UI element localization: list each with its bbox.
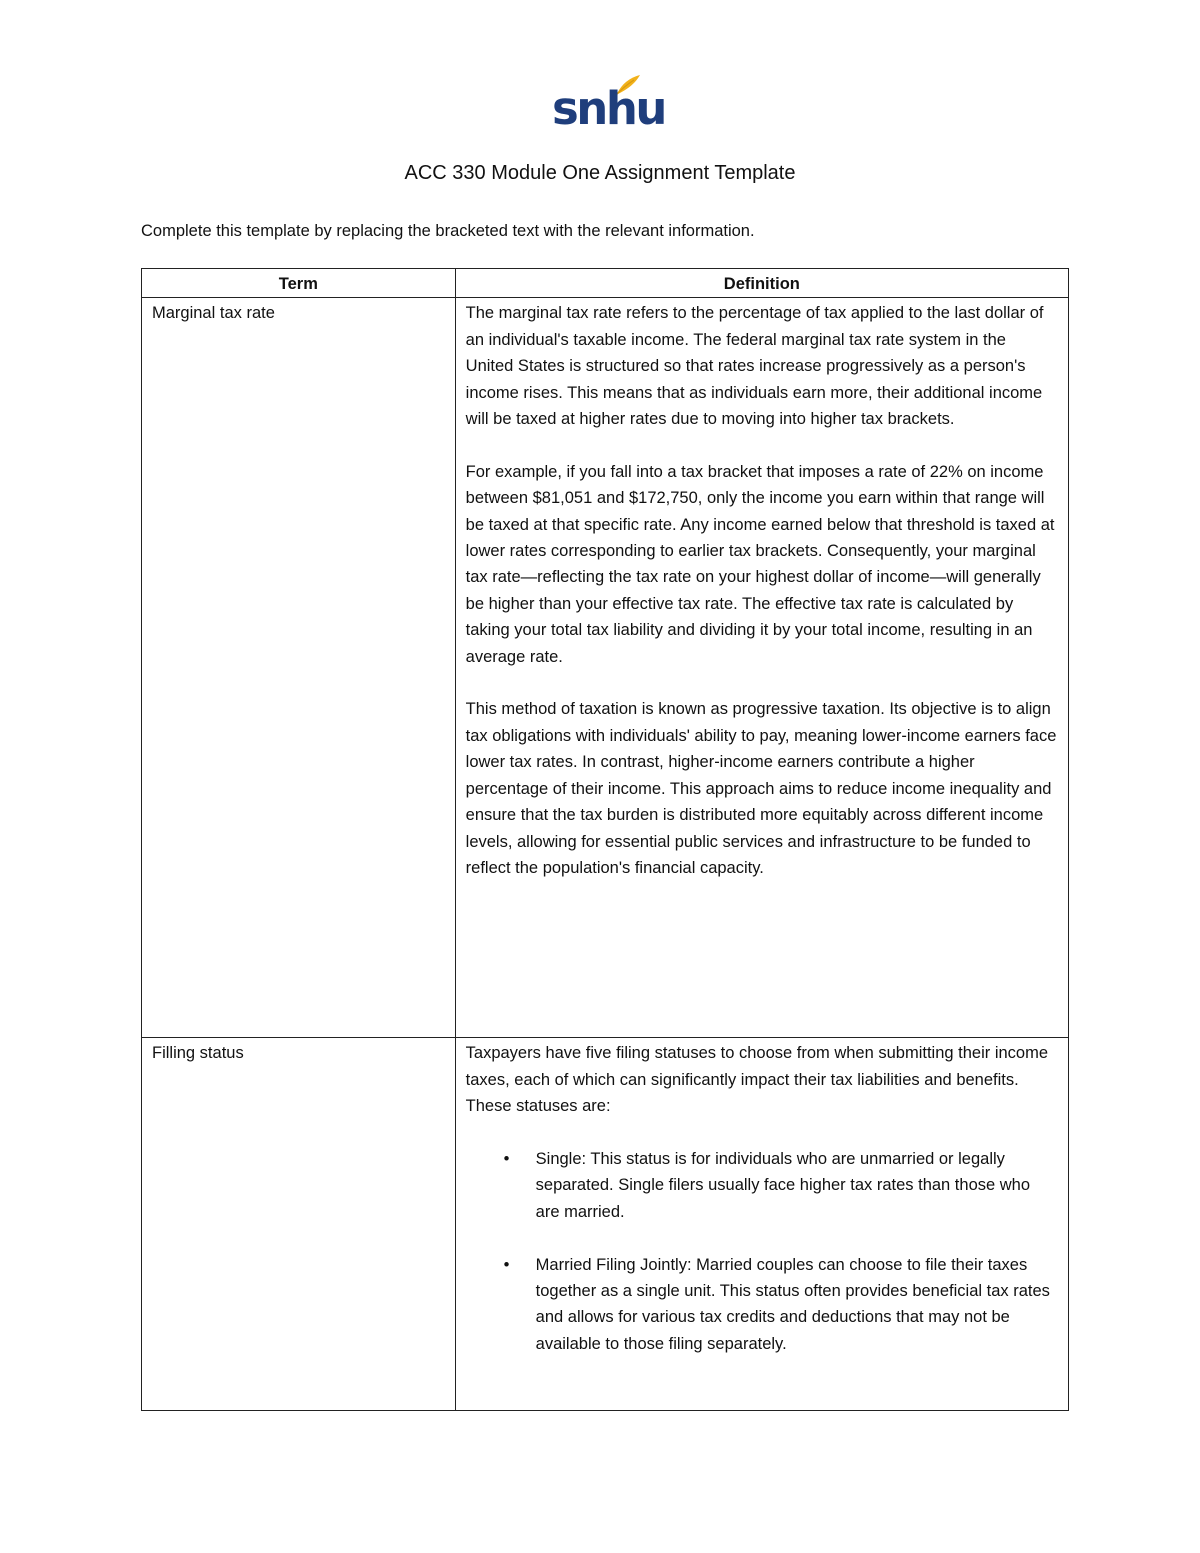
list-item: [503, 1252, 1058, 1358]
table-header-row: [142, 269, 1069, 298]
page-title: ACC 330 Module One Assignment Template: [404, 162, 796, 184]
list-item: [503, 1146, 1058, 1225]
definition-paragraph: For example, if you fall into a tax bracket that imposes a rate of 22% on income between $81,051 and $172,750, only the income you earn within that range will be taxed at that specific rate. Any income earned below that threshold is taxed at lower rates corresponding to earlier tax brackets. Consequently, your marginal tax rate—reflecting the tax rate on your highest dollar of income—will generally be higher than your effective tax rate. The effective tax rate is calculated by taking your total tax liability and dividing it by your total income, resulting in an average rate.: [465, 462, 1055, 666]
bullet-icon: •: [503, 1150, 510, 1169]
term-cell: Marginal tax rate: [142, 298, 456, 1038]
definition-paragraph: This method of taxation is known as progressive taxation. Its objective is to align tax obligations with individuals' ability to pay, meaning lower-income earners face lower tax rates. In contrast, higher-income earners contribute a higher percentage of their income. This approach aims to reduce income inequality and ensure that the tax burden is distributed more equitably across different income levels, allowing for essential public services and infrastructure to be funded to reflect the population's financial capacity.: [465, 700, 1057, 877]
table-row: [142, 298, 1069, 1038]
logo-text: snhu: [552, 82, 665, 135]
list-item-text: Married Filing Jointly: Married couples can choose to file their taxes together as a single unit. This status often provides beneficial tax rates and allows for various tax credits and deductions that may not be available to those filing separately.: [535, 1255, 1050, 1353]
definitions-table: [141, 268, 1069, 1411]
instructions-text: Complete this template by replacing the bracketed text with the relevant information.: [141, 222, 755, 240]
bullet-icon: •: [503, 1255, 510, 1274]
list-item-text: Single: This status is for individuals who are unmarried or legally separated. Single filers usually face higher tax rates than those who are married.: [535, 1150, 1031, 1221]
header-term: Term: [142, 269, 456, 298]
term-cell: Filling status: [142, 1038, 456, 1411]
snhu-logo: [552, 72, 665, 135]
filing-status-list: [466, 1146, 1058, 1357]
definition-cell: [455, 298, 1068, 1038]
definition-paragraph: Taxpayers have five filing statuses to choose from when submitting their income taxes, each of which can significantly impact their tax liabilities and benefits. These statuses are:: [465, 1044, 1049, 1116]
definition-paragraph: The marginal tax rate refers to the percentage of tax applied to the last dollar of an individual's taxable income. The federal marginal tax rate system in the United States is structured so that rates increase progressively as a person's income rises. This means that as individuals earn more, their additional income will be taxed at higher rates due to moving into higher tax brackets.: [465, 304, 1044, 429]
header-definition: Definition: [455, 269, 1068, 298]
definition-cell: [455, 1038, 1068, 1411]
table-row: [142, 1038, 1069, 1411]
